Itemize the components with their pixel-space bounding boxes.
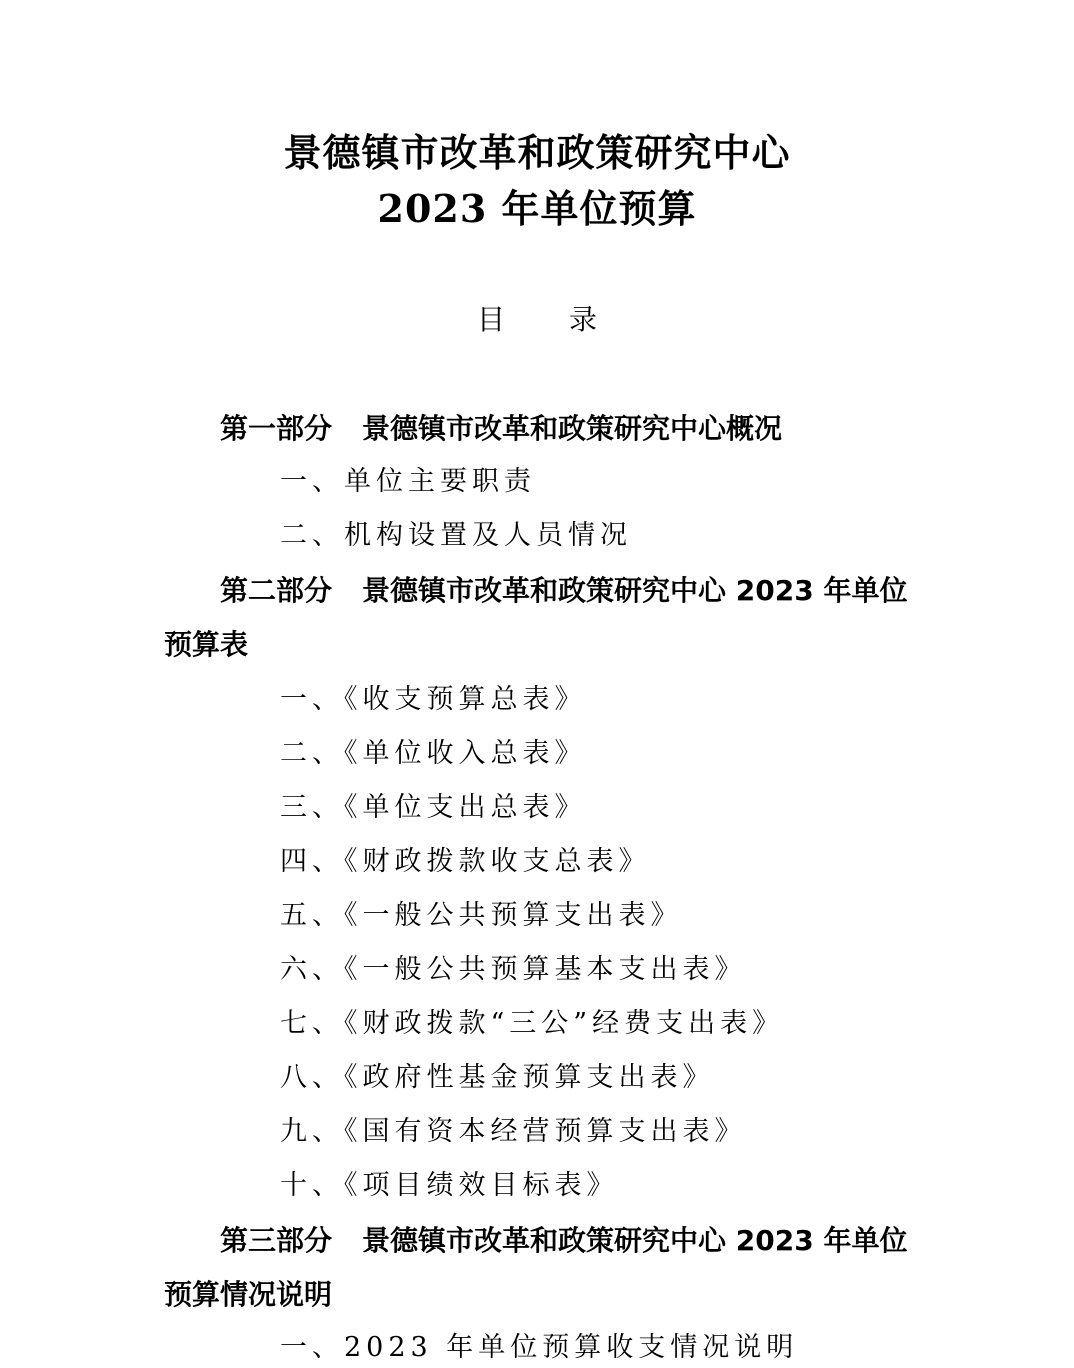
toc-item: 一、2023 年单位预算收支情况说明 bbox=[280, 1332, 799, 1363]
toc-part-3 bbox=[164, 1214, 924, 1322]
toc-item: 七、《财政拨款“三公”经费支出表》 bbox=[280, 1008, 785, 1039]
toc-item: 二、《单位收入总表》 bbox=[280, 738, 587, 769]
toc-item: 八、《政府性基金预算支出表》 bbox=[280, 1062, 715, 1093]
toc-item: 十、《项目绩效目标表》 bbox=[280, 1170, 619, 1201]
toc-part-title: 景德镇市改革和政策研究中心 2023 年单位预算表 bbox=[164, 574, 908, 661]
toc-part-label: 第二部分 bbox=[220, 574, 333, 607]
toc-item: 一、《收支预算总表》 bbox=[280, 684, 587, 715]
toc-item: 二、机构设置及人员情况 bbox=[280, 520, 632, 551]
toc-item: 三、《单位支出总表》 bbox=[280, 792, 587, 823]
toc-item: 四、《财政拨款收支总表》 bbox=[280, 846, 651, 877]
toc-item: 九、《国有资本经营预算支出表》 bbox=[280, 1116, 747, 1147]
toc-heading bbox=[0, 300, 1074, 340]
toc-item: 六、《一般公共预算基本支出表》 bbox=[280, 954, 747, 985]
document-subtitle: 2023 年单位预算 bbox=[377, 186, 697, 231]
toc-heading-char-2: 录 bbox=[569, 303, 598, 336]
toc-part-title: 景德镇市改革和政策研究中心概况 bbox=[362, 412, 783, 445]
toc-item: 五、《一般公共预算支出表》 bbox=[280, 900, 683, 931]
toc-part-title: 景德镇市改革和政策研究中心 2023 年单位预算情况说明 bbox=[164, 1224, 908, 1311]
document-title: 景德镇市改革和政策研究中心 bbox=[283, 130, 791, 175]
toc-item: 一、单位主要职责 bbox=[280, 466, 536, 497]
toc-part-1 bbox=[164, 402, 924, 456]
toc-part-label: 第一部分 bbox=[220, 412, 333, 445]
toc-part-2 bbox=[164, 564, 924, 672]
toc-part-label: 第三部分 bbox=[220, 1224, 333, 1257]
toc-heading-char-1: 目 bbox=[476, 303, 505, 336]
